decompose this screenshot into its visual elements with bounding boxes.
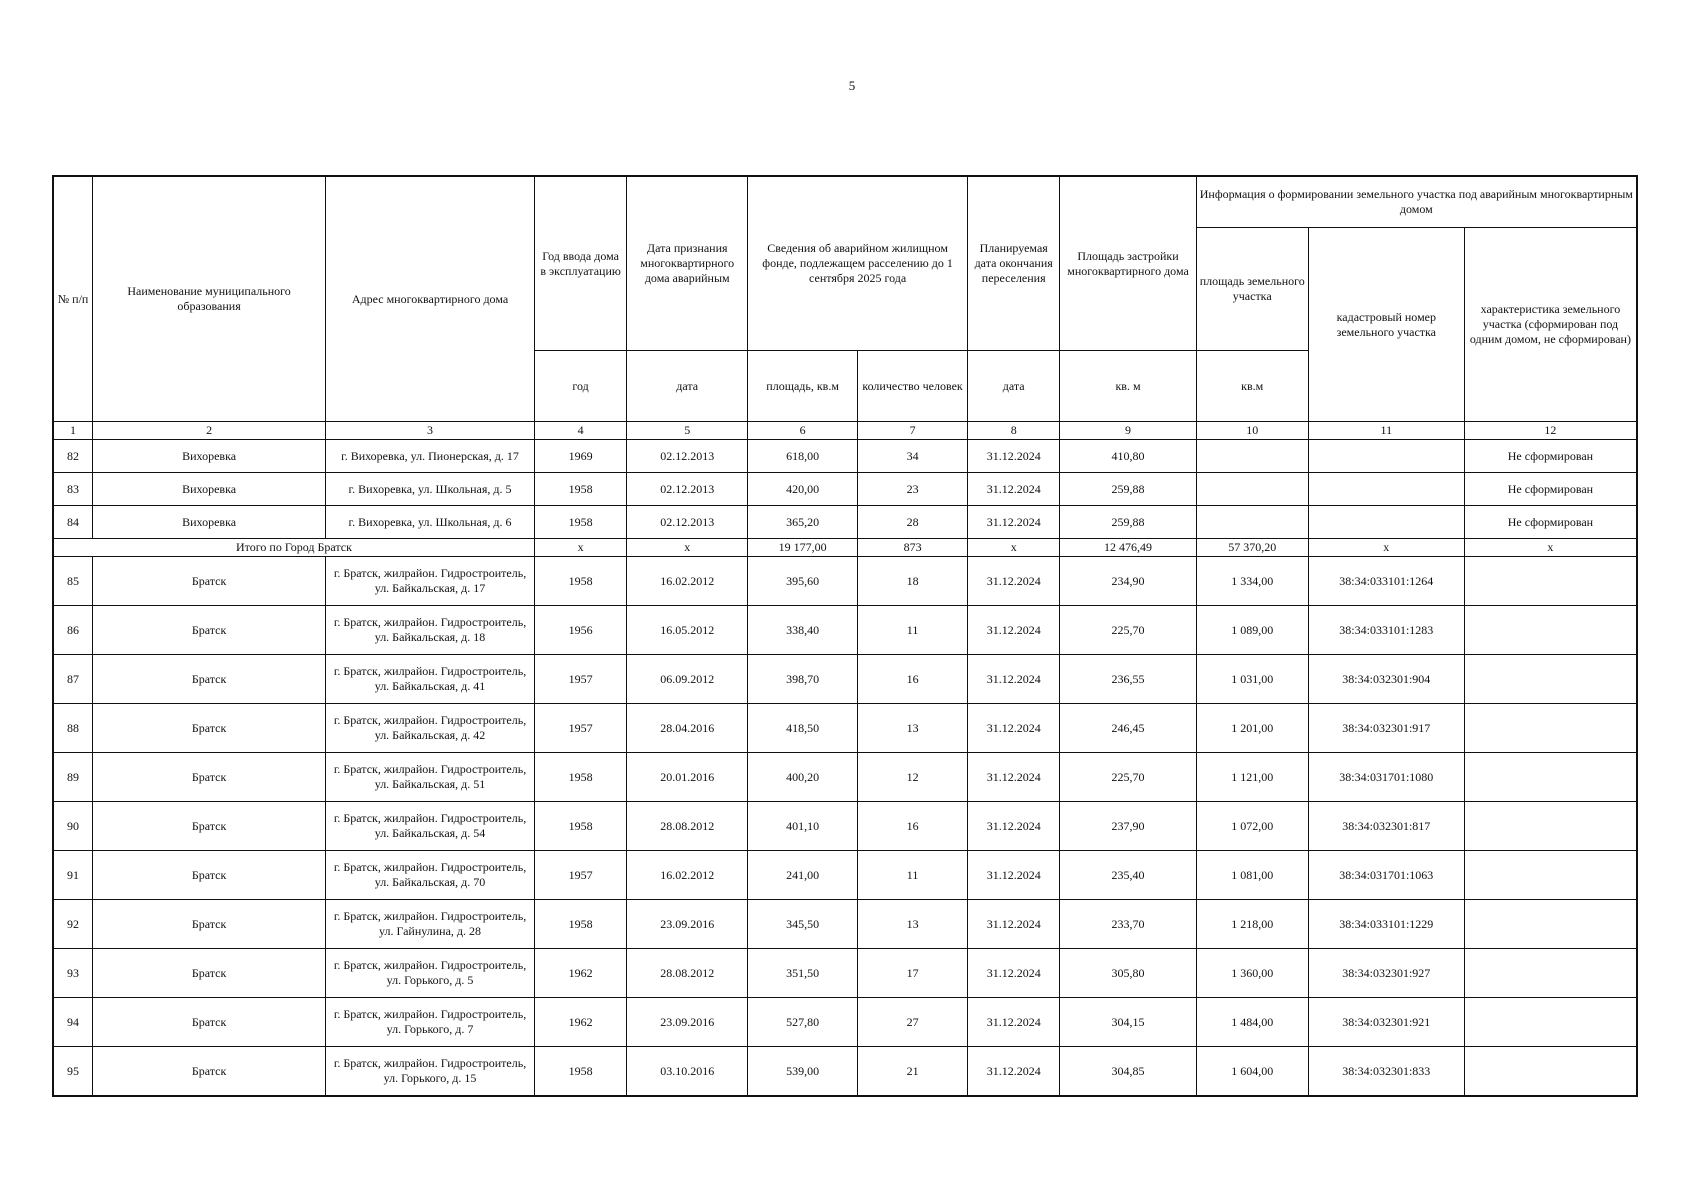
- table-row: [53, 900, 1637, 949]
- people-count-cell: 27: [858, 998, 968, 1047]
- land-status-cell: Не сформирован: [1464, 473, 1637, 506]
- people-count-cell: 34: [858, 440, 968, 473]
- recognition-date-cell: 28.04.2016: [627, 704, 748, 753]
- planned-date-cell: 31.12.2024: [968, 557, 1060, 606]
- recognition-date-cell: 02.12.2013: [627, 440, 748, 473]
- unit-people: количество человек: [858, 351, 968, 422]
- planned-date-cell: 31.12.2024: [968, 440, 1060, 473]
- building-area-cell: 304,15: [1060, 998, 1196, 1047]
- building-area-cell: 234,90: [1060, 557, 1196, 606]
- planned-date-cell: 31.12.2024: [968, 802, 1060, 851]
- land-area-cell: 1 201,00: [1196, 704, 1308, 753]
- municipality-cell: Вихоревка: [93, 440, 326, 473]
- area-cell: 395,60: [748, 557, 858, 606]
- total-building-area-cell: 12 476,49: [1060, 539, 1196, 557]
- unit-building-area: кв. м: [1060, 351, 1196, 422]
- recognition-date-cell: 02.12.2013: [627, 506, 748, 539]
- building-area-cell: 233,70: [1060, 900, 1196, 949]
- unit-planned-date: дата: [968, 351, 1060, 422]
- total-year-cell: х: [534, 539, 626, 557]
- land-status-cell: [1464, 1047, 1637, 1097]
- year-cell: 1962: [534, 998, 626, 1047]
- column-number: 3: [326, 422, 535, 440]
- column-number: 2: [93, 422, 326, 440]
- table-row: [53, 1047, 1637, 1097]
- building-area-cell: 246,45: [1060, 704, 1196, 753]
- land-status-cell: [1464, 655, 1637, 704]
- year-cell: 1957: [534, 655, 626, 704]
- total-area-cell: 19 177,00: [748, 539, 858, 557]
- municipality-cell: Братск: [93, 900, 326, 949]
- unit-area: площадь, кв.м: [748, 351, 858, 422]
- header-planned-date: Планируемая дата окончания переселения: [968, 176, 1060, 351]
- cadastral-number-cell: [1308, 440, 1464, 473]
- land-status-cell: [1464, 557, 1637, 606]
- year-cell: 1958: [534, 473, 626, 506]
- total-label: Итого по Город Братск: [53, 539, 534, 557]
- building-area-cell: 236,55: [1060, 655, 1196, 704]
- column-number: 5: [627, 422, 748, 440]
- page-number: 5: [848, 78, 856, 93]
- address-cell: г. Братск, жилрайон. Гидростроитель, ул. Горького, д. 7: [326, 998, 535, 1047]
- header-land-status: характеристика земельного участка (сформирован под одним домом, не сформирован): [1464, 228, 1637, 422]
- land-status-cell: [1464, 900, 1637, 949]
- municipality-cell: Братск: [93, 802, 326, 851]
- cadastral-number-cell: 38:34:032301:921: [1308, 998, 1464, 1047]
- planned-date-cell: 31.12.2024: [968, 851, 1060, 900]
- cadastral-number-cell: 38:34:032301:833: [1308, 1047, 1464, 1097]
- emergency-housing-table: [52, 175, 1638, 1097]
- table-row: [53, 753, 1637, 802]
- column-number: 1: [53, 422, 93, 440]
- address-cell: г. Вихоревка, ул. Школьная, д. 5: [326, 473, 535, 506]
- header-year: Год ввода дома в эксплуатацию: [534, 176, 626, 351]
- building-area-cell: 259,88: [1060, 473, 1196, 506]
- land-area-cell: 1 334,00: [1196, 557, 1308, 606]
- building-area-cell: 259,88: [1060, 506, 1196, 539]
- recognition-date-cell: 16.05.2012: [627, 606, 748, 655]
- row-number: 89: [53, 753, 93, 802]
- year-cell: 1957: [534, 851, 626, 900]
- table-row: [53, 802, 1637, 851]
- cadastral-number-cell: 38:34:033101:1229: [1308, 900, 1464, 949]
- land-area-cell: [1196, 473, 1308, 506]
- table-row: [53, 949, 1637, 998]
- recognition-date-cell: 03.10.2016: [627, 1047, 748, 1097]
- table-row: [53, 557, 1637, 606]
- header-fund-info: Сведения об аварийном жилищном фонде, подлежащем расселению до 1 сентября 2025 года: [748, 176, 968, 351]
- unit-date: дата: [627, 351, 748, 422]
- row-number: 84: [53, 506, 93, 539]
- row-number: 86: [53, 606, 93, 655]
- land-status-cell: [1464, 998, 1637, 1047]
- cadastral-number-cell: 38:34:031701:1063: [1308, 851, 1464, 900]
- table-row: [53, 473, 1637, 506]
- cadastral-number-cell: [1308, 506, 1464, 539]
- municipality-cell: Вихоревка: [93, 506, 326, 539]
- people-count-cell: 13: [858, 704, 968, 753]
- land-area-cell: [1196, 506, 1308, 539]
- land-area-cell: 1 218,00: [1196, 900, 1308, 949]
- people-count-cell: 18: [858, 557, 968, 606]
- land-area-cell: [1196, 440, 1308, 473]
- area-cell: 241,00: [748, 851, 858, 900]
- land-status-cell: [1464, 606, 1637, 655]
- total-planned-date-cell: х: [968, 539, 1060, 557]
- recognition-date-cell: 28.08.2012: [627, 949, 748, 998]
- area-cell: 398,70: [748, 655, 858, 704]
- address-cell: г. Братск, жилрайон. Гидростроитель, ул. Байкальская, д. 42: [326, 704, 535, 753]
- building-area-cell: 235,40: [1060, 851, 1196, 900]
- municipality-cell: Братск: [93, 949, 326, 998]
- recognition-date-cell: 02.12.2013: [627, 473, 748, 506]
- building-area-cell: 225,70: [1060, 753, 1196, 802]
- row-number: 88: [53, 704, 93, 753]
- column-number: 6: [748, 422, 858, 440]
- address-cell: г. Братск, жилрайон. Гидростроитель, ул. Горького, д. 15: [326, 1047, 535, 1097]
- recognition-date-cell: 16.02.2012: [627, 851, 748, 900]
- cadastral-number-cell: 38:34:031701:1080: [1308, 753, 1464, 802]
- municipality-cell: Братск: [93, 851, 326, 900]
- total-recognition-date-cell: х: [627, 539, 748, 557]
- area-cell: 345,50: [748, 900, 858, 949]
- people-count-cell: 23: [858, 473, 968, 506]
- planned-date-cell: 31.12.2024: [968, 655, 1060, 704]
- column-number-row: [53, 422, 1637, 440]
- year-cell: 1969: [534, 440, 626, 473]
- building-area-cell: 410,80: [1060, 440, 1196, 473]
- address-cell: г. Вихоревка, ул. Школьная, д. 6: [326, 506, 535, 539]
- planned-date-cell: 31.12.2024: [968, 704, 1060, 753]
- year-cell: 1958: [534, 900, 626, 949]
- building-area-cell: 304,85: [1060, 1047, 1196, 1097]
- cadastral-number-cell: 38:34:032301:904: [1308, 655, 1464, 704]
- table-row: [53, 704, 1637, 753]
- cadastral-number-cell: [1308, 473, 1464, 506]
- people-count-cell: 28: [858, 506, 968, 539]
- table-row: [53, 606, 1637, 655]
- cadastral-number-cell: 38:34:032301:817: [1308, 802, 1464, 851]
- address-cell: г. Братск, жилрайон. Гидростроитель, ул. Байкальская, д. 18: [326, 606, 535, 655]
- area-cell: 420,00: [748, 473, 858, 506]
- building-area-cell: 225,70: [1060, 606, 1196, 655]
- planned-date-cell: 31.12.2024: [968, 998, 1060, 1047]
- area-cell: 338,40: [748, 606, 858, 655]
- header-land-info: Информация о формировании земельного участка под аварийным многоквартирным домом: [1196, 176, 1637, 228]
- row-number: 87: [53, 655, 93, 704]
- area-cell: 401,10: [748, 802, 858, 851]
- table-row: [53, 655, 1637, 704]
- year-cell: 1956: [534, 606, 626, 655]
- people-count-cell: 16: [858, 655, 968, 704]
- recognition-date-cell: 23.09.2016: [627, 998, 748, 1047]
- total-land-status-cell: х: [1464, 539, 1637, 557]
- row-number: 90: [53, 802, 93, 851]
- row-number: 91: [53, 851, 93, 900]
- land-status-cell: Не сформирован: [1464, 506, 1637, 539]
- area-cell: 351,50: [748, 949, 858, 998]
- column-number: 12: [1464, 422, 1637, 440]
- land-status-cell: [1464, 704, 1637, 753]
- table-row: [53, 440, 1637, 473]
- total-row: [53, 539, 1637, 557]
- municipality-cell: Братск: [93, 1047, 326, 1097]
- cadastral-number-cell: 38:34:033101:1264: [1308, 557, 1464, 606]
- recognition-date-cell: 16.02.2012: [627, 557, 748, 606]
- land-area-cell: 1 121,00: [1196, 753, 1308, 802]
- table-row: [53, 506, 1637, 539]
- table-row: [53, 998, 1637, 1047]
- total-cadastral-number-cell: х: [1308, 539, 1464, 557]
- building-area-cell: 305,80: [1060, 949, 1196, 998]
- planned-date-cell: 31.12.2024: [968, 900, 1060, 949]
- row-number: 92: [53, 900, 93, 949]
- land-area-cell: 1 604,00: [1196, 1047, 1308, 1097]
- total-people-count-cell: 873: [858, 539, 968, 557]
- planned-date-cell: 31.12.2024: [968, 949, 1060, 998]
- year-cell: 1958: [534, 1047, 626, 1097]
- recognition-date-cell: 23.09.2016: [627, 900, 748, 949]
- address-cell: г. Братск, жилрайон. Гидростроитель, ул. Байкальская, д. 41: [326, 655, 535, 704]
- land-status-cell: Не сформирован: [1464, 440, 1637, 473]
- cadastral-number-cell: 38:34:032301:917: [1308, 704, 1464, 753]
- land-area-cell: 1 072,00: [1196, 802, 1308, 851]
- year-cell: 1958: [534, 557, 626, 606]
- header-municipality: Наименование муниципального образования: [93, 176, 326, 422]
- municipality-cell: Вихоревка: [93, 473, 326, 506]
- planned-date-cell: 31.12.2024: [968, 606, 1060, 655]
- area-cell: 539,00: [748, 1047, 858, 1097]
- land-status-cell: [1464, 949, 1637, 998]
- people-count-cell: 11: [858, 606, 968, 655]
- header-land-area: площадь земельного участка: [1196, 228, 1308, 351]
- land-status-cell: [1464, 753, 1637, 802]
- address-cell: г. Братск, жилрайон. Гидростроитель, ул. Байкальская, д. 70: [326, 851, 535, 900]
- municipality-cell: Братск: [93, 998, 326, 1047]
- row-number: 83: [53, 473, 93, 506]
- row-number: 85: [53, 557, 93, 606]
- address-cell: г. Братск, жилрайон. Гидростроитель, ул. Гайнулина, д. 28: [326, 900, 535, 949]
- total-land-area-cell: 57 370,20: [1196, 539, 1308, 557]
- column-number: 11: [1308, 422, 1464, 440]
- year-cell: 1958: [534, 802, 626, 851]
- building-area-cell: 237,90: [1060, 802, 1196, 851]
- year-cell: 1958: [534, 753, 626, 802]
- planned-date-cell: 31.12.2024: [968, 506, 1060, 539]
- year-cell: 1962: [534, 949, 626, 998]
- address-cell: г. Братск, жилрайон. Гидростроитель, ул. Байкальская, д. 51: [326, 753, 535, 802]
- header-building-area: Площадь застройки многоквартирного дома: [1060, 176, 1196, 351]
- land-status-cell: [1464, 851, 1637, 900]
- recognition-date-cell: 20.01.2016: [627, 753, 748, 802]
- row-number: 95: [53, 1047, 93, 1097]
- address-cell: г. Вихоревка, ул. Пионерская, д. 17: [326, 440, 535, 473]
- row-number: 94: [53, 998, 93, 1047]
- people-count-cell: 17: [858, 949, 968, 998]
- municipality-cell: Братск: [93, 753, 326, 802]
- municipality-cell: Братск: [93, 557, 326, 606]
- land-area-cell: 1 484,00: [1196, 998, 1308, 1047]
- unit-year: год: [534, 351, 626, 422]
- land-status-cell: [1464, 802, 1637, 851]
- recognition-date-cell: 06.09.2012: [627, 655, 748, 704]
- column-number: 9: [1060, 422, 1196, 440]
- land-area-cell: 1 089,00: [1196, 606, 1308, 655]
- people-count-cell: 21: [858, 1047, 968, 1097]
- column-number: 10: [1196, 422, 1308, 440]
- cadastral-number-cell: 38:34:032301:927: [1308, 949, 1464, 998]
- people-count-cell: 12: [858, 753, 968, 802]
- row-number: 93: [53, 949, 93, 998]
- row-number: 82: [53, 440, 93, 473]
- column-number: 4: [534, 422, 626, 440]
- people-count-cell: 13: [858, 900, 968, 949]
- address-cell: г. Братск, жилрайон. Гидростроитель, ул. Байкальская, д. 17: [326, 557, 535, 606]
- people-count-cell: 11: [858, 851, 968, 900]
- land-area-cell: 1 081,00: [1196, 851, 1308, 900]
- header-cadastral: кадастровый номер земельного участка: [1308, 228, 1464, 422]
- municipality-cell: Братск: [93, 606, 326, 655]
- column-number: 8: [968, 422, 1060, 440]
- header-address: Адрес многоквартирного дома: [326, 176, 535, 422]
- land-area-cell: 1 360,00: [1196, 949, 1308, 998]
- area-cell: 418,50: [748, 704, 858, 753]
- table-header: [53, 176, 1637, 422]
- land-area-cell: 1 031,00: [1196, 655, 1308, 704]
- planned-date-cell: 31.12.2024: [968, 473, 1060, 506]
- planned-date-cell: 31.12.2024: [968, 753, 1060, 802]
- recognition-date-cell: 28.08.2012: [627, 802, 748, 851]
- municipality-cell: Братск: [93, 655, 326, 704]
- area-cell: 365,20: [748, 506, 858, 539]
- area-cell: 527,80: [748, 998, 858, 1047]
- column-number: 7: [858, 422, 968, 440]
- people-count-cell: 16: [858, 802, 968, 851]
- cadastral-number-cell: 38:34:033101:1283: [1308, 606, 1464, 655]
- area-cell: 400,20: [748, 753, 858, 802]
- year-cell: 1958: [534, 506, 626, 539]
- table-row: [53, 851, 1637, 900]
- header-recognition-date: Дата признания многоквартирного дома аварийным: [627, 176, 748, 351]
- area-cell: 618,00: [748, 440, 858, 473]
- header-number: № п/п: [53, 176, 93, 422]
- address-cell: г. Братск, жилрайон. Гидростроитель, ул. Горького, д. 5: [326, 949, 535, 998]
- unit-land-area: кв.м: [1196, 351, 1308, 422]
- planned-date-cell: 31.12.2024: [968, 1047, 1060, 1097]
- municipality-cell: Братск: [93, 704, 326, 753]
- year-cell: 1957: [534, 704, 626, 753]
- address-cell: г. Братск, жилрайон. Гидростроитель, ул. Байкальская, д. 54: [326, 802, 535, 851]
- table-body: [53, 422, 1637, 1097]
